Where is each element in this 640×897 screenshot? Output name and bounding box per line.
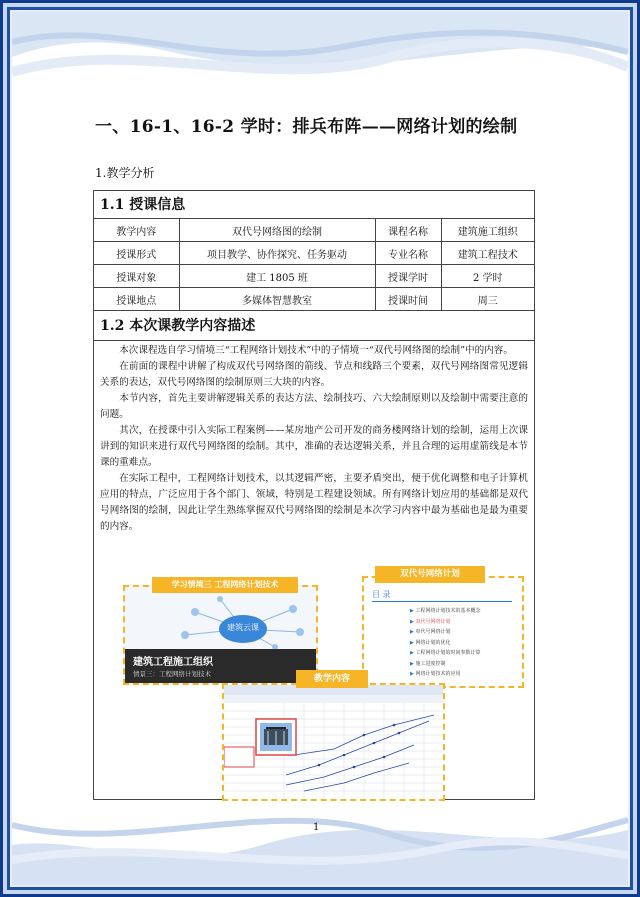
table-cell: 建工 1805 班 <box>179 265 375 288</box>
table-cell: 双代号网络图的绘制 <box>179 219 375 242</box>
list-item: ▶ 施工进度控制 <box>410 660 446 667</box>
network-chart-graphic <box>224 685 443 799</box>
info-heading: 1.1 授课信息 <box>94 191 534 219</box>
course-subtitle: 情景三：工程网络计划技术 <box>133 670 211 678</box>
paragraph: 其次，在授课中引入实际工程案例——某房地产公司开发的商务楼网络计划的绘制，运用上次课讲到的知识来进行双代号网络图的绘制。其中，准确的表达逻辑关系，并且合理的运用虚箭线是本节课的重难点。 <box>100 425 528 468</box>
table-cell: 课程名称 <box>375 219 441 242</box>
page-title: 一、16-1、16-2 学时：排兵布阵——网络计划的绘制 <box>95 117 518 137</box>
table-cell: 授课形式 <box>94 242 179 265</box>
paragraph: 本次课程选自学习情境三“工程网络计划技术”中的子情境一“双代号网络图的绘制”中的内容。 <box>119 345 513 356</box>
table-cell: 授课时间 <box>375 288 441 311</box>
table-cell: 教学内容 <box>94 219 179 242</box>
table-cell: 项目教学、协作探究、任务驱动 <box>179 242 375 265</box>
table-row <box>94 242 534 265</box>
list-item: ▶ 单代号网络计划 <box>410 629 451 635</box>
table-row <box>94 219 534 242</box>
paragraph: 在前面的课程中讲解了构成双代号网络图的箭线、节点和线路三个要素，双代号网络图常见逻辑关系的表达，双代号网络图的绘制原则三大块的内容。 <box>100 361 528 388</box>
table-cell: 周三 <box>441 288 534 311</box>
table-cell: 建筑工程技术 <box>441 242 534 265</box>
table-row <box>94 265 534 288</box>
menu-title: 目 录 <box>372 590 391 599</box>
list-item: ▶ 工程网络计划的时间参数计算 <box>410 650 481 656</box>
play-icon: ▶ <box>410 671 416 677</box>
menu-image <box>362 576 524 688</box>
center-image-tag: 教学内容 <box>296 670 368 688</box>
course-info-table <box>94 219 534 311</box>
play-icon: ▶ <box>410 618 416 625</box>
network-chart-image <box>222 683 445 801</box>
play-icon: ▶ <box>410 639 416 646</box>
section-heading: 1.教学分析 <box>95 166 155 180</box>
table-cell: 多媒体智慧教室 <box>179 288 375 311</box>
right-image-tag: 双代号网络计划 <box>375 566 485 583</box>
table-cell: 专业名称 <box>375 242 441 265</box>
top-wave-decoration <box>12 12 628 122</box>
left-image-tag: 学习情境三 工程网络计划技术 <box>152 577 298 593</box>
play-icon: ▶ <box>410 629 416 635</box>
play-icon: ▶ <box>410 608 416 614</box>
paragraph: 在实际工程中，工程网络计划技术，以其逻辑严密，主要矛盾突出，便于优化调整和电子计算机应用的特点，广泛应用于各个部门、领域，特别是工程建设领域。所有网络计划应用的基础都是双代号网络图的绘制，因此让学生熟练掌握双代号网络图的绘制是本次学习内容中最为基础也是最为重要的内容。 <box>100 473 528 532</box>
list-item: ▶ 双代号网络计划 <box>410 618 451 625</box>
table-cell: 2 学时 <box>441 265 534 288</box>
list-item: ▶ 工程网络计划技术的基本概念 <box>410 608 481 614</box>
table-cell: 授课对象 <box>94 265 179 288</box>
table-row <box>94 288 534 311</box>
course-name: 建筑工程施工组织 <box>133 657 213 668</box>
page-number: 1 <box>313 822 320 833</box>
list-item: ▶ 网络计划技术的应用 <box>410 671 461 677</box>
play-icon: ▶ <box>410 660 416 667</box>
table-cell: 授课学时 <box>375 265 441 288</box>
paragraph: 本节内容，首先主要讲解逻辑关系的表达方法、绘制技巧、六大绘制原则以及绘制中需要注意的问题。 <box>100 393 528 420</box>
desc-body <box>94 341 534 535</box>
table-cell: 建筑施工组织 <box>441 219 534 242</box>
play-icon: ▶ <box>410 650 416 656</box>
cloud-label: 建筑云课 <box>227 623 259 632</box>
desc-heading: 1.2 本次课教学内容描述 <box>94 311 534 341</box>
table-cell: 授课地点 <box>94 288 179 311</box>
list-item: ▶ 网络计划的优化 <box>410 639 451 646</box>
course-cover-image <box>123 585 318 685</box>
menu-list <box>410 607 522 681</box>
